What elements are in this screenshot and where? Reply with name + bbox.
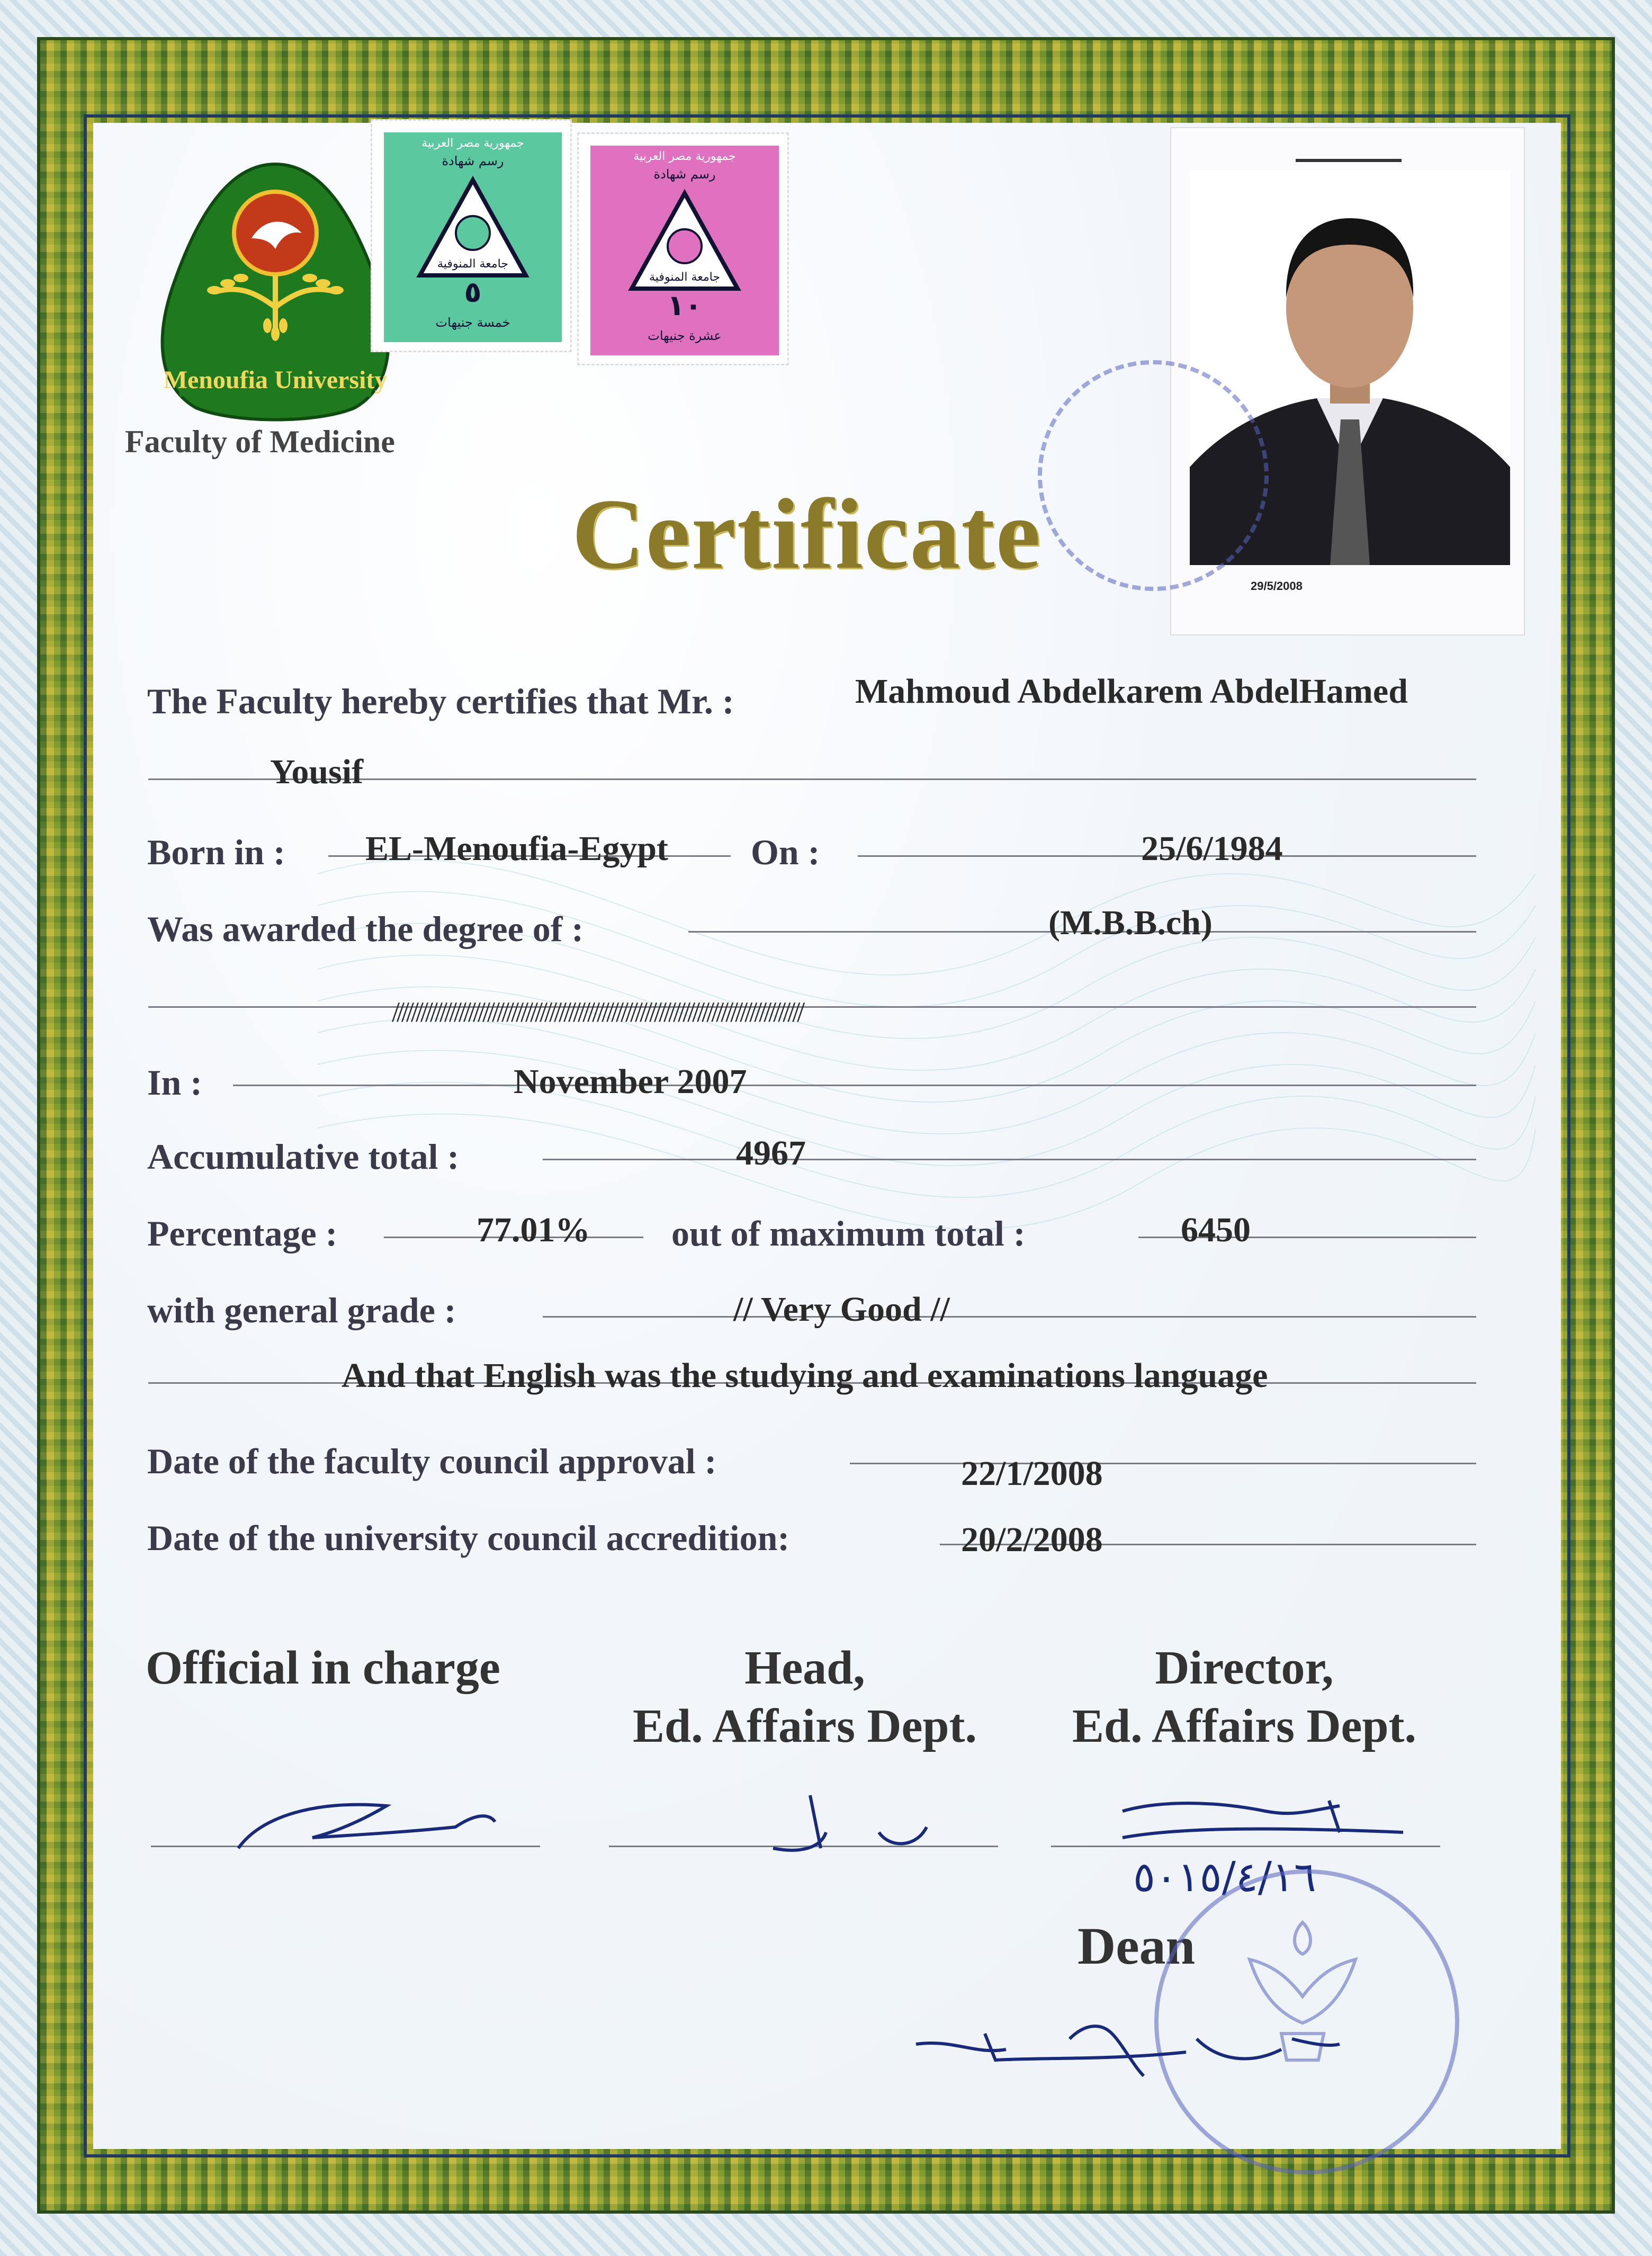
faculty-approval-underline xyxy=(850,1463,1476,1464)
english-language-text: And that English was the studying and examinations language xyxy=(342,1356,1268,1395)
stamp-value: ٥ xyxy=(464,275,482,309)
name-line-1: Mahmoud Abdelkarem AbdelHamed xyxy=(855,672,1408,711)
faculty-approval-date-label: Date of the faculty council approval : xyxy=(147,1441,717,1481)
max-total-value: 6450 xyxy=(1181,1211,1251,1249)
accumulative-label: Accumulative total : xyxy=(147,1136,460,1177)
university-name-label: Menoufia University xyxy=(163,366,388,394)
director-signature xyxy=(1117,1790,1414,1859)
stamp-top-text: جمهورية مصر العربية xyxy=(633,150,736,163)
in-underline xyxy=(233,1085,1476,1086)
percentage-label: Percentage : xyxy=(147,1213,338,1254)
head-title-line-1: Head, xyxy=(744,1642,865,1694)
director-title-line-1: Director, xyxy=(1155,1642,1334,1694)
faculty-name: Faculty of Medicine xyxy=(125,424,395,459)
head-title-line-2: Ed. Affairs Dept. xyxy=(633,1700,977,1752)
degree-extra-underline xyxy=(148,1006,1476,1008)
in-label: In : xyxy=(147,1062,202,1103)
degree-value: (M.B.B.ch) xyxy=(1048,903,1213,942)
accumulative-underline xyxy=(543,1159,1476,1160)
slash-filler: ////////////////////////////////////////////////////////////////////////////////////// xyxy=(392,996,802,1028)
revenue-stamp-10 xyxy=(577,132,789,365)
grade-label: with general grade : xyxy=(147,1290,456,1330)
born-label: Born in : xyxy=(147,832,285,872)
handwritten-date: ٥٠١٥/٤/١٦ xyxy=(1133,1854,1316,1901)
director-title-line-2: Ed. Affairs Dept. xyxy=(1072,1700,1416,1752)
dean-signature xyxy=(911,2007,1345,2092)
head-signature xyxy=(762,1785,953,1859)
percentage-value: 77.01% xyxy=(477,1211,590,1249)
stamp-mid-text: جامعة المنوفية xyxy=(649,271,720,284)
stamp-top-text: جمهورية مصر العربية xyxy=(421,137,524,150)
official-in-charge-title: Official in charge xyxy=(146,1642,500,1694)
in-value: November 2007 xyxy=(514,1062,747,1101)
stamp-value: ١٠ xyxy=(667,289,702,322)
degree-label: Was awarded the degree of : xyxy=(147,909,584,949)
certificate-title: Certificate xyxy=(572,479,1042,590)
accumulative-value: 4967 xyxy=(736,1134,806,1172)
on-label: On : xyxy=(751,832,820,872)
stamp-bottom-text: خمسة جنيهات xyxy=(435,315,510,330)
grade-value: // Very Good // xyxy=(733,1290,950,1329)
dean-title: Dean xyxy=(1078,1917,1196,1975)
stamp-sub-text: رسم شهادة xyxy=(653,167,716,182)
max-total-label: out of maximum total : xyxy=(671,1213,1026,1254)
official-seal-top xyxy=(1038,360,1269,591)
certifies-label: The Faculty hereby certifies that Mr. : xyxy=(147,681,734,721)
stamp-sub-text: رسم شهادة xyxy=(442,154,504,168)
stamp-mid-text: جامعة المنوفية xyxy=(437,257,508,271)
born-value: EL-Menoufia-Egypt xyxy=(365,829,669,868)
university-accreditation-date-label: Date of the university council accredition: xyxy=(147,1518,790,1558)
grade-underline xyxy=(543,1316,1476,1318)
on-value: 25/6/1984 xyxy=(1141,829,1283,868)
faculty-approval-date: 22/1/2008 xyxy=(961,1454,1103,1493)
photo-caption-date: 29/5/2008 xyxy=(1251,579,1303,593)
revenue-stamp-5 xyxy=(371,119,572,352)
name-line-2: Yousif xyxy=(270,753,364,791)
university-accreditation-date: 20/2/2008 xyxy=(961,1520,1103,1559)
stamp-bottom-text: عشرة جنيهات xyxy=(648,328,722,343)
official-signature xyxy=(233,1785,498,1859)
